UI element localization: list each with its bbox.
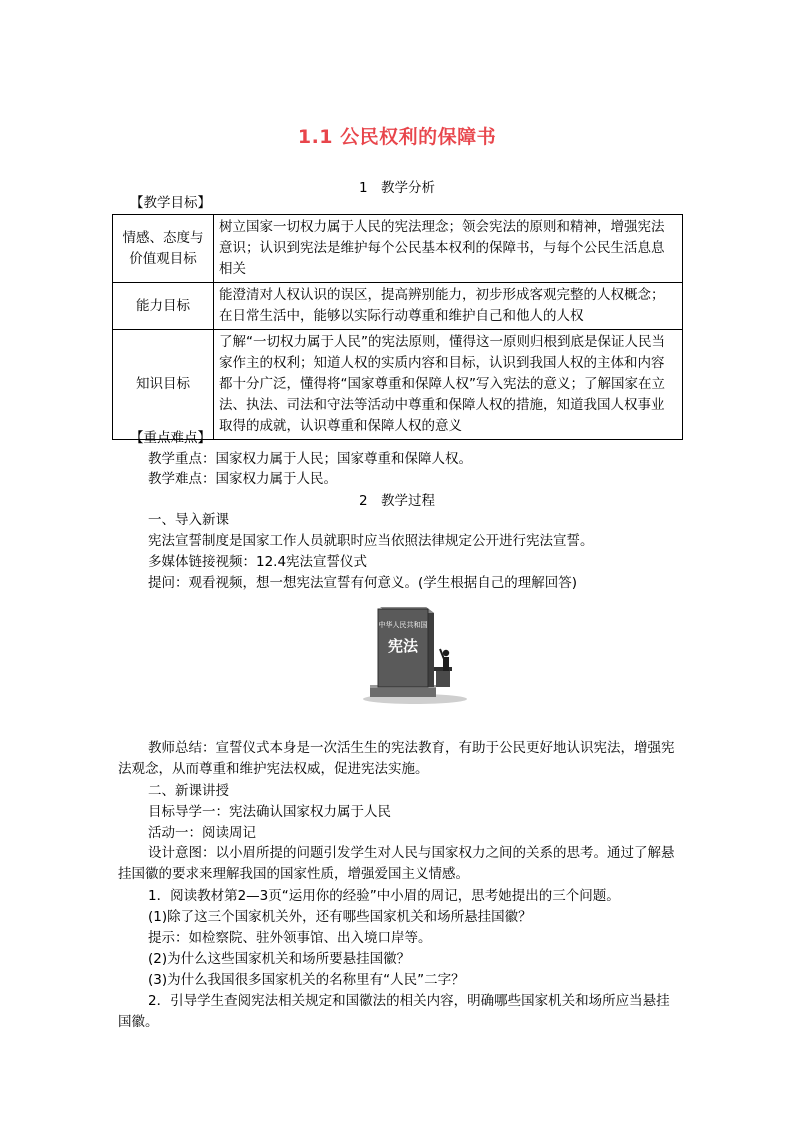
list-item: (1)除了这三个国家机关外，还有哪些国家机关和场所悬挂国徽？ xyxy=(148,909,532,925)
new-lesson-heading: 二、新课讲授 xyxy=(148,783,229,799)
figure-main-text: 宪法 xyxy=(387,637,419,655)
goal-heading: 目标导学一：宪法确认国家权力属于人民 xyxy=(148,804,391,820)
intro-heading: 一、导入新课 xyxy=(148,512,229,528)
teacher-summary: 教师总结：宣誓仪式本身是一次活生生的宪法教育，有助于公民更好地认识宪法，增强宪法观念，从而尊重和维护宪法权威，促进宪法实施。 xyxy=(118,740,675,777)
document-title: 1.1 公民权利的保障书 xyxy=(297,126,497,148)
table-row xyxy=(113,330,683,440)
figure-top-text: 中华人民共和国 xyxy=(378,621,428,629)
list-item: 2．引导学生查阅宪法相关规定和国徽法的相关内容，明确哪些国家机关和场所应当悬挂国徽。 xyxy=(118,993,670,1030)
intro-line: 宪法宣誓制度是国家工作人员就职时应当依照法律规定公开进行宪法宣誓。 xyxy=(148,533,594,549)
list-item: 1．阅读教材第2—3页“运用你的经验”中小眉的周记，思考她提出的三个问题。 xyxy=(148,888,620,904)
objective-content: 了解“一切权力属于人民”的宪法原则，懂得这一原则归根到底是保证人民当家作主的权利；知道人权的实质内容和目标，认识到我国人权的主体和内容都十分广泛，懂得将“国家尊重和保障人权”写入宪法的意义；了解国家在立法、执法、司法和守法等活动中尊重和保障人权的措施，知道我国人权事业取得的成就，认识尊重和保障人权的意义 xyxy=(214,330,683,440)
key-point: 教学重点：国家权力属于人民；国家尊重和保障人权。 xyxy=(148,451,472,467)
list-item: 提示：如检察院、驻外领事馆、出入境口岸等。 xyxy=(148,930,432,946)
design-intent: 设计意图：以小眉所提的问题引发学生对人民与国家权力之间的关系的思考。通过了解悬挂国徽的要求来理解我国的国家性质，增强爱国主义情感。 xyxy=(118,845,675,882)
objective-label: 情感、态度与价值观目标 xyxy=(113,215,214,283)
table-row xyxy=(113,215,683,283)
activity-heading: 活动一：阅读周记 xyxy=(148,825,256,841)
keypoints-heading: 【重点难点】 xyxy=(130,430,211,446)
constitution-monument-illustration xyxy=(360,601,470,705)
section1-heading: 1 教学分析 xyxy=(358,180,436,196)
list-item: (2)为什么这些国家机关和场所要悬挂国徽？ xyxy=(148,951,411,967)
difficult-point: 教学难点：国家权力属于人民。 xyxy=(148,471,337,487)
objectives-heading: 【教学目标】 xyxy=(130,195,211,211)
objective-content: 能澄清对人权认识的误区，提高辨别能力，初步形成客观完整的人权概念；在日常生活中，能够以实际行动尊重和维护自己和他人的人权 xyxy=(214,283,683,330)
intro-line: 多媒体链接视频：12.4宪法宣誓仪式 xyxy=(148,554,368,570)
list-item: (3)为什么我国很多国家机关的名称里有“人民”二字？ xyxy=(148,972,465,988)
objective-label: 能力目标 xyxy=(113,283,214,330)
objective-content: 树立国家一切权力属于人民的宪法理念；领会宪法的原则和精神，增强宪法意识；认识到宪法是维护每个公民基本权利的保障书，与每个公民生活息息相关 xyxy=(214,215,683,283)
objectives-table xyxy=(112,214,683,440)
section2-heading: 2 教学过程 xyxy=(358,493,436,509)
table-row xyxy=(113,283,683,330)
intro-line: 提问：观看视频，想一想宪法宣誓有何意义。(学生根据自己的理解回答) xyxy=(148,575,578,591)
objective-label: 知识目标 xyxy=(113,330,214,440)
